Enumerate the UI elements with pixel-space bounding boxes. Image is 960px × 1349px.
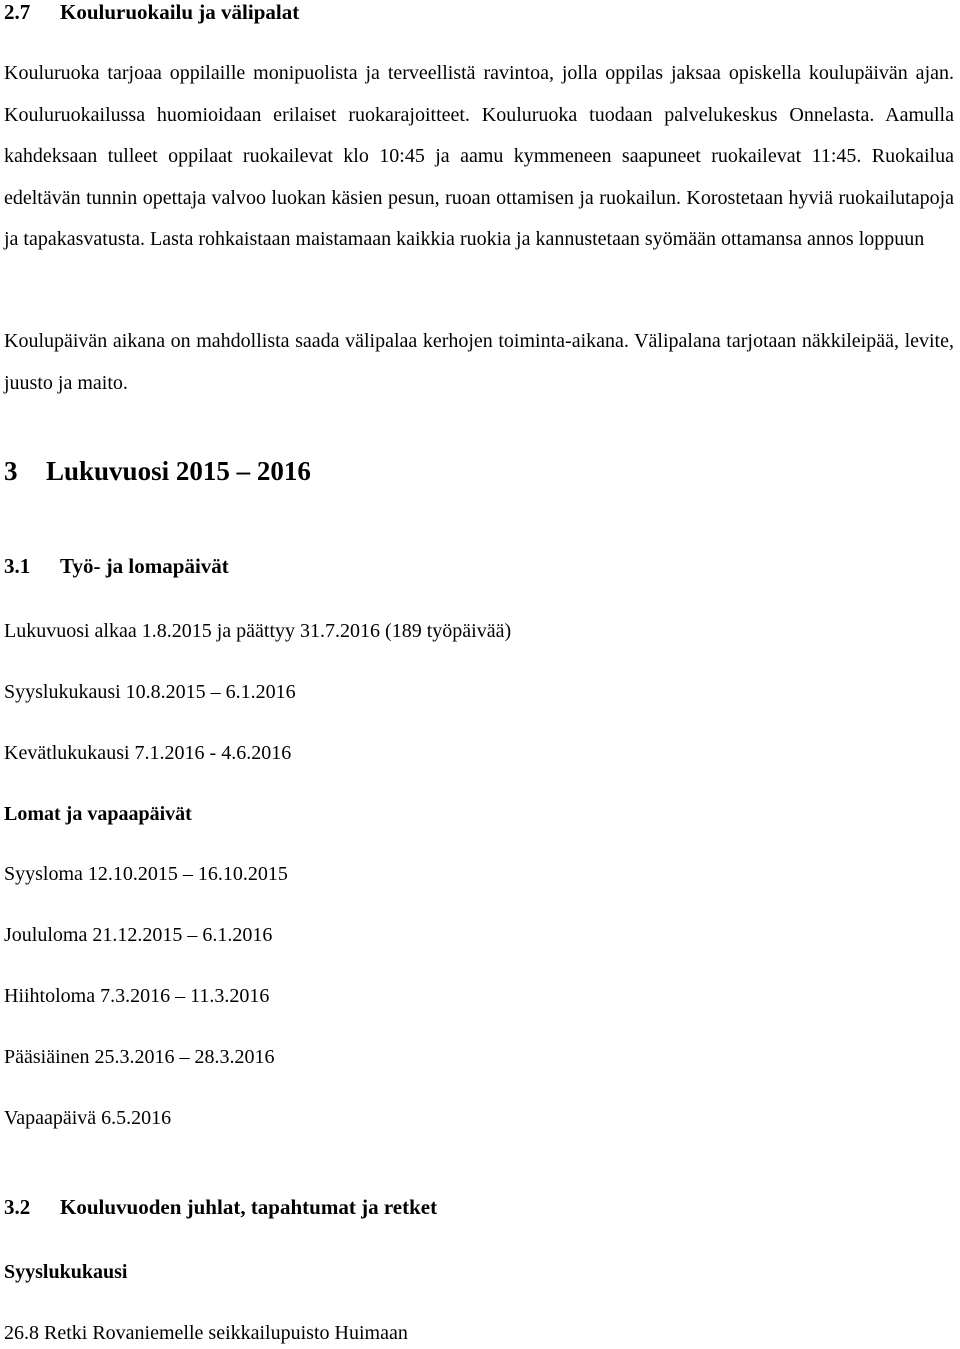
chapter-title: Lukuvuosi 2015 – 2016: [46, 456, 311, 486]
holiday-line: Vapaapäivä 6.5.2016: [4, 1107, 172, 1129]
paragraph-school-meals: Kouluruoka tarjoaa oppilaille monipuolista ja terveellistä ravintoa, jolla oppilas jaksaa opiskella koulupäivän ajan. Kouluruokailussa huomioidaan erilaiset ruokarajoitteet. Kouluruoka tuodaan palvelukeskus Onnelasta. Aamulla kahdeksaan tulleet oppilaat ruokailevat klo 10:45 ja aamu kymmeneen saapuneet ruokailevat 11:45. Ruokailua edeltävän tunnin opettaja valvoo luokan käsien pesun, ruoan ottamisen ja ruokailun. Korostetaan hyviä ruokailutapoja ja tapakasvatusta. Lasta rohkaistaan maistamaan kaikkia ruokia ja kannustetaan syömään ottamansa annos loppuun: [4, 62, 954, 250]
section-title: Kouluvuoden juhlat, tapahtumat ja retket: [60, 1195, 438, 1219]
section-heading-3-2: [4, 1195, 437, 1220]
autumn-term-heading: Syyslukukausi: [4, 1261, 128, 1283]
holiday-line: Hiihtoloma 7.3.2016 – 11.3.2016: [4, 985, 270, 1007]
holiday-line: Pääsiäinen 25.3.2016 – 28.3.2016: [4, 1046, 275, 1068]
section-heading-2-7: [4, 0, 299, 25]
section-title: Kouluruokailu ja välipalat: [60, 0, 300, 24]
chapter-number: 3: [4, 456, 18, 486]
section-number: 3.2: [4, 1195, 31, 1219]
holiday-line: Joululoma 21.12.2015 – 6.1.2016: [4, 924, 273, 946]
section-number: 2.7: [4, 0, 31, 24]
section-title: Työ- ja lomapäivät: [60, 554, 229, 578]
section-heading-3-1: [4, 554, 229, 579]
autumn-term-line: Syyslukukausi 10.8.2015 – 6.1.2016: [4, 681, 296, 703]
paragraph-snacks: Koulupäivän aikana on mahdollista saada välipalaa kerhojen toiminta-aikana. Välipalana tarjotaan näkkileipää, levite, juusto ja maito.: [4, 330, 954, 394]
event-line: 26.8 Retki Rovaniemelle seikkailupuisto Huimaan: [4, 1322, 408, 1344]
spring-term-line: Kevätlukukausi 7.1.2016 - 4.6.2016: [4, 742, 292, 764]
chapter-heading-3: [4, 456, 311, 487]
section-number: 3.1: [4, 554, 31, 578]
holiday-line: Syysloma 12.10.2015 – 16.10.2015: [4, 863, 288, 885]
school-year-line: Lukuvuosi alkaa 1.8.2015 ja päättyy 31.7.2016 (189 työpäivää): [4, 620, 512, 642]
holidays-heading: Lomat ja vapaapäivät: [4, 803, 192, 825]
